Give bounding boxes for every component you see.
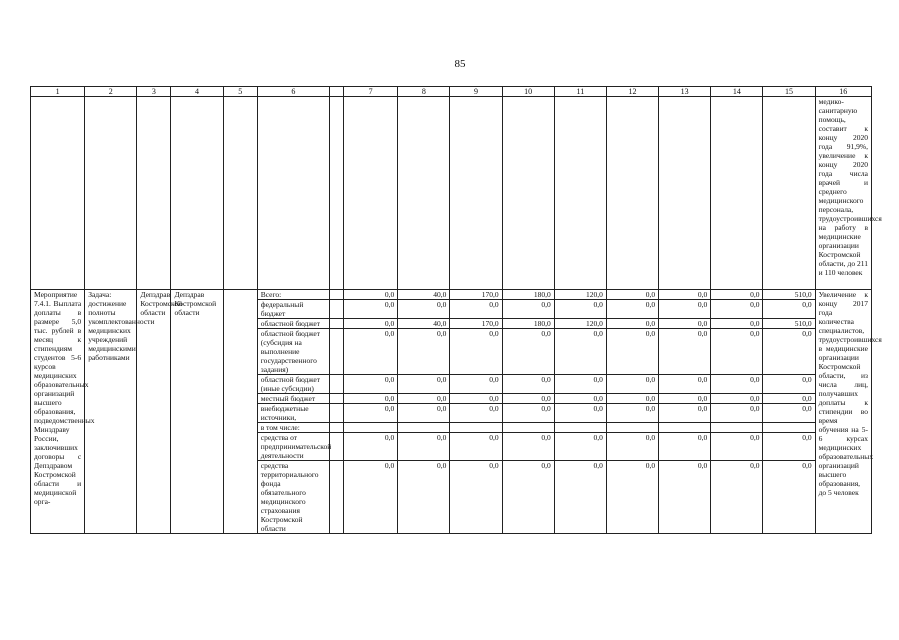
column-number-row [31,87,872,97]
value-cell: 0,0 [344,394,398,404]
value-cell: 0,0 [554,375,606,394]
col-header: 11 [554,87,606,97]
value-cell: 0,0 [659,329,711,375]
col-header: 2 [85,87,137,97]
col-header: 10 [502,87,554,97]
value-cell: 0,0 [450,394,502,404]
value-cell: 0,0 [711,329,763,375]
col-header: 9 [450,87,502,97]
value-cell: 0,0 [554,329,606,375]
value-cell: 170,0 [450,290,502,300]
value-cell: 0,0 [606,433,658,461]
value-cell: 0,0 [763,394,815,404]
value-cell: 0,0 [344,319,398,329]
value-cell: 0,0 [502,375,554,394]
value-cell: 0,0 [763,433,815,461]
value-cell: 170,0 [450,319,502,329]
value-cell: 0,0 [606,319,658,329]
value-cell: 0,0 [502,329,554,375]
funding-source-cell: средства от предпринимательской деятельности [257,433,329,461]
col-header: 4 [171,87,223,97]
value-cell: 0,0 [659,404,711,423]
col-header: 8 [398,87,450,97]
value-cell: 0,0 [659,300,711,319]
value-cell: 0,0 [502,394,554,404]
col5-cell [223,290,257,534]
value-cell [554,423,606,433]
value-cell: 120,0 [554,319,606,329]
funding-source-cell: внебюджетные источники, [257,404,329,423]
value-cell: 510,0 [763,290,815,300]
value-cell: 0,0 [450,329,502,375]
value-cell: 180,0 [502,319,554,329]
value-cell: 0,0 [398,433,450,461]
value-cell: 0,0 [398,300,450,319]
value-cell: 0,0 [763,329,815,375]
value-cell: 40,0 [398,290,450,300]
value-cell [344,423,398,433]
value-cell: 0,0 [606,300,658,319]
value-cell: 0,0 [659,394,711,404]
value-cell: 0,0 [606,394,658,404]
task-cell: Задача: достижение полноты укомплектованности медицинских учреждений медицинскими работниками [85,290,137,534]
value-cell: 0,0 [398,404,450,423]
funding-source-cell: областной бюджет [257,319,329,329]
value-cell: 0,0 [344,290,398,300]
continuation-row [31,97,872,290]
value-cell [763,423,815,433]
spacer-cell [330,461,344,534]
value-cell: 0,0 [711,375,763,394]
col-header: 14 [711,87,763,97]
col-header: 13 [659,87,711,97]
value-cell: 0,0 [711,433,763,461]
col-header: 1 [31,87,85,97]
value-cell: 0,0 [344,375,398,394]
col-header: 3 [137,87,171,97]
value-cell: 0,0 [502,461,554,534]
col-header: 6 [257,87,329,97]
result-cell: Увеличение к концу 2017 года количества специалистов, трудоустроившихся в медицинские организации Костромской области, из числа лиц, получавших доплаты к стипендии во время обучения на 5-6 курсах медицинских образовательных организаций высшего образования, до 5 человек [815,290,871,534]
value-cell: 0,0 [763,404,815,423]
value-cell: 0,0 [398,329,450,375]
value-cell: 0,0 [502,404,554,423]
col-header: 16 [815,87,871,97]
spacer-cell [330,329,344,375]
value-cell: 0,0 [659,319,711,329]
coexecutor-cell: Депздрав Костромской области [137,290,171,534]
executor-cell: Депздрав Костромской области [171,290,223,534]
value-cell: 0,0 [711,404,763,423]
col-header: 7 [344,87,398,97]
event-cell: Мероприятие 7.4.1. Выплата доплаты в размере 5,0 тыс. рублей в месяц к стипендиям студентов 5-6 курсов медицинских образовательных организаций высшего образования, подведомственных Минздраву России, заключивших договоры с Депздравом Костромской области и медицинской орга- [31,290,85,534]
value-cell: 0,0 [606,329,658,375]
value-cell: 0,0 [344,461,398,534]
value-cell: 0,0 [763,300,815,319]
funding-row [31,290,872,300]
value-cell: 0,0 [450,375,502,394]
value-cell: 0,0 [502,433,554,461]
value-cell: 120,0 [554,290,606,300]
spacer-cell [330,290,344,300]
value-cell: 0,0 [450,300,502,319]
value-cell: 0,0 [344,433,398,461]
spacer-cell [330,394,344,404]
value-cell: 0,0 [554,300,606,319]
value-cell: 0,0 [344,404,398,423]
value-cell: 0,0 [659,290,711,300]
funding-source-cell: в том числе: [257,423,329,433]
value-cell: 0,0 [554,394,606,404]
value-cell: 0,0 [711,300,763,319]
value-cell: 0,0 [606,404,658,423]
col-header [330,87,344,97]
funding-source-cell: областной бюджет (иные субсидии) [257,375,329,394]
value-cell: 0,0 [450,461,502,534]
funding-source-cell: средства территориального фонда обязательного медицинского страхования Костромской области [257,461,329,534]
value-cell: 0,0 [763,461,815,534]
spacer-cell [330,433,344,461]
value-cell: 0,0 [554,404,606,423]
value-cell: 0,0 [554,433,606,461]
spacer-cell [330,375,344,394]
value-cell: 0,0 [606,461,658,534]
page-number: 85 [454,58,466,70]
value-cell: 0,0 [606,290,658,300]
funding-source-cell: Всего: [257,290,329,300]
value-cell: 0,0 [344,329,398,375]
spacer-cell [330,423,344,433]
funding-source-cell: федеральный бюджет [257,300,329,319]
funding-source-cell: областной бюджет (субсидия на выполнение государственного задания) [257,329,329,375]
value-cell: 0,0 [711,461,763,534]
value-cell: 0,0 [398,461,450,534]
budget-table [30,86,882,534]
value-cell: 0,0 [554,461,606,534]
value-cell [398,423,450,433]
value-cell: 0,0 [398,375,450,394]
value-cell: 0,0 [344,300,398,319]
value-cell: 0,0 [450,433,502,461]
funding-source-cell: местный бюджет [257,394,329,404]
col-header: 5 [223,87,257,97]
value-cell: 0,0 [659,461,711,534]
value-cell: 0,0 [659,433,711,461]
value-cell: 0,0 [606,375,658,394]
value-cell: 40,0 [398,319,450,329]
spacer-cell [330,404,344,423]
value-cell: 0,0 [659,375,711,394]
col-header: 12 [606,87,658,97]
value-cell [606,423,658,433]
value-cell: 0,0 [502,300,554,319]
value-cell: 0,0 [711,319,763,329]
value-cell: 510,0 [763,319,815,329]
spacer-cell [330,319,344,329]
value-cell [502,423,554,433]
spacer-cell [330,300,344,319]
value-cell: 0,0 [711,394,763,404]
value-cell: 0,0 [711,290,763,300]
col-header: 15 [763,87,815,97]
value-cell [659,423,711,433]
value-cell [711,423,763,433]
continued-result-cell: медико-санитарную помощь, составит к концу 2020 года 91,9%, увеличение к концу 2020 года числа врачей и среднего медицинского персонала, трудоустроившихся на работу в медицинские организации Костромской области, до 211 и 110 человек [815,97,871,290]
value-cell: 0,0 [398,394,450,404]
value-cell: 180,0 [502,290,554,300]
value-cell: 0,0 [763,375,815,394]
value-cell: 0,0 [450,404,502,423]
value-cell [450,423,502,433]
